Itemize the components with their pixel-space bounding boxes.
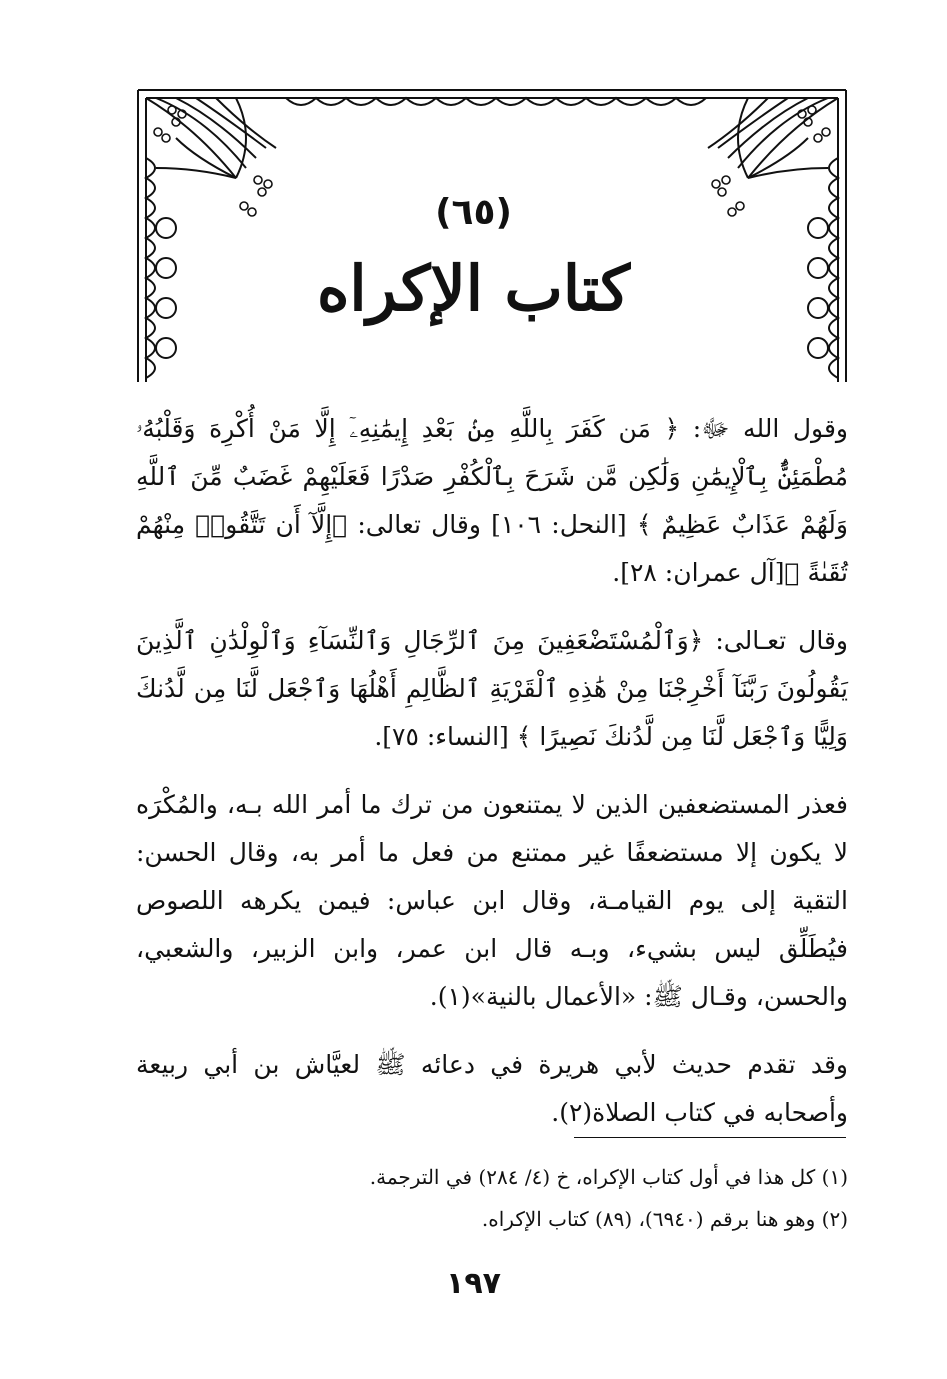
footnote-2: (٢) وهو هنا برقم (٦٩٤٠)، (٨٩) كتاب الإكراه. (481, 1207, 848, 1231)
chapter-number: (٦٥) (435, 192, 512, 233)
ornament-border-graphic (136, 88, 848, 384)
main-text (136, 405, 848, 1157)
paragraph-hadith-reference: وقد تقدم حديث لأبي هريرة في دعائه ﷺ لعيَّاش بن أبي ربيعة وأصحابه في كتاب الصلاة(٢). (136, 1050, 848, 1127)
footnote-divider (574, 1137, 846, 1138)
paragraph-quran-nisa: وقال تعـالى: ﴿وَٱلْمُسْتَضْعَفِينَ مِنَ ٱلرِّجَالِ وَٱلنِّسَآءِ وَٱلْوِلْدَٰنِ ٱلَّذِينَ يَقُولُونَ رَبَّنَآ أَخْرِجْنَا مِنْ هَٰذِهِ ٱلْقَرْيَةِ ٱلظَّالِمِ أَهْلُهَا وَٱجْعَل لَّنَا مِن لَّدُنكَ وَلِيًّا وَٱجْعَل لَّنَا مِن لَّدُنكَ نَصِيرًا ﴾ [النساء: ٧٥]. (136, 626, 848, 751)
footnote-1: (١) كل هذا في أول كتاب الإكراه، خ (٤/ ٢٨٤) في الترجمة. (369, 1165, 848, 1189)
paragraph-quran-nahl: وقول الله ﷻ: ﴿ مَن كَفَرَ بِاللَّهِ مِنۢ بَعْدِ إِيمَٰنِهِۦٓ إِلَّا مَنْ أُكْرِهَ وَقَلْبُهُۥ مُطْمَئِنٌّۢ بِٱلْإِيمَٰنِ وَلَٰكِن مَّن شَرَحَ بِٱلْكُفْرِ صَدْرًا فَعَلَيْهِمْ غَضَبٌ مِّنَ ٱللَّهِ وَلَهُمْ عَذَابٌ عَظِيمٌ ﴾ [النحل: ١٠٦] وقال تعالى: ﴿إِلَّآ أَن تَتَّقُوا۟ مِنْهُمْ تُقَىٰةً ﴾[آل عمران: ٢٨]. (136, 414, 848, 587)
chapter-title: كتاب الإكراه (316, 252, 631, 325)
page-number: ١٩٧ (446, 1266, 501, 1301)
footnotes (136, 1156, 848, 1240)
paragraph-commentary: فعذر المستضعفين الذين لا يمتنعون من ترك ما أمر الله بـه، والمُكْرَه لا يكون إلا مستضعفًا غير ممتنع من فعل ما أمر به، وقال الحسن: التقية إلى يوم القيامـة، وقال ابن عباس: فيمن يكرهه اللصوص فيُطَلِّق ليس بشيء، وبـه قال ابن عمر، وابن الزبير، والشعبي، والحسن، وقـال ﷺ: «الأعمال بالنية»(١). (136, 790, 848, 1011)
ornamental-frame (136, 88, 848, 384)
